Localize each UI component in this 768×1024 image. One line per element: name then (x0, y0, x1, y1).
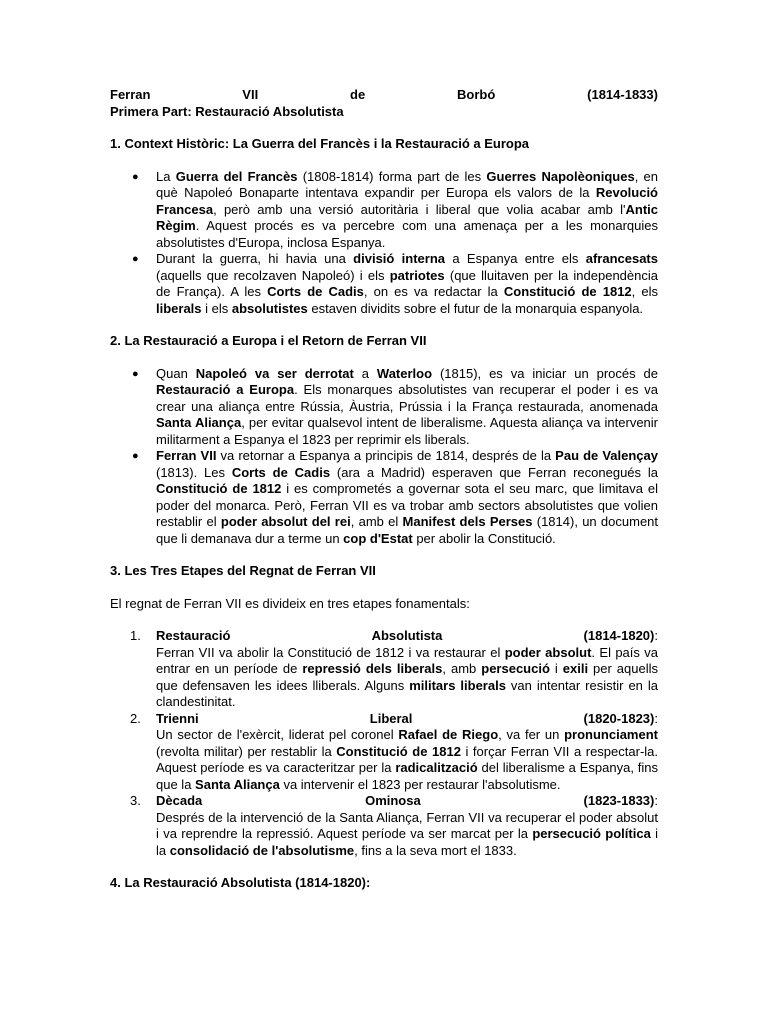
list-number: 3. (130, 793, 141, 808)
section-3-list (110, 628, 658, 859)
list-item: 3. Dècada Ominosa (1823-1833): Després de la intervenció de la Santa Aliança, Ferran VII va recuperar el poder absolut i va reprendre la repressió. Aquest període va ser marcat per la persecució política i la consolidació de l'absolutisme, fins a la seva mort el 1833. (130, 793, 659, 858)
section-heading-4: 4. La Restauració Absolutista (1814-1820): (110, 875, 371, 890)
document-subtitle: Primera Part: Restauració Absolutista (110, 103, 344, 119)
section-heading-1: 1. Context Històric: La Guerra del Francès i la Restauració a Europa (110, 136, 530, 151)
list-item: ● Quan Napoleó va ser derrotat a Waterloo (1815), es va iniciar un procés de Restauració a Europa. Els monarques absolutistes van recuperar el poder i es va crear una aliança entre Rússia, Àustria, Prússia i la França restaurada, anomenada Santa Aliança, per evitar qualsevol intent de liberalisme. Aquesta aliança va intervenir militarment a Espanya el 1823 per reprimir els liberals. (132, 365, 659, 447)
bullet-icon: ● (132, 450, 139, 462)
list-item: 1. Restauració Absolutista (1814-1820): Ferran VII va abolir la Constitució de 1812 i va restaurar el poder absolut. El país va entrar en un període de repressió dels liberals, amb persecució i exili per aquells que defensaven les idees lliberals. Alguns militars liberals van intentar resistir en la clandestinitat. (130, 628, 659, 709)
list-item: ● La Guerra del Francès (1808-1814) forma part de les Guerres Napolèoniques, en què Napoleó Bonaparte intentava expandir per Europa els valors de la Revolució Francesa, però amb una versió autoritària i liberal que volia acabar amb l'Antic Règim. Aquest procés es va percebre com una amenaça per a les monarquies absolutistes d'Europa, inclosa Espanya. (132, 168, 658, 250)
section-3-intro: El regnat de Ferran VII es divideix en tres etapes fonamentals: (110, 595, 470, 611)
title-word: VII (242, 87, 259, 102)
list-number: 2. (130, 710, 141, 726)
stage-heading: Dècada Ominosa (1823-1833): (156, 793, 658, 808)
title-dates: (1814-1833) (587, 87, 658, 102)
list-item: 2. Trienni Liberal (1820-1823): Un sector de l'exèrcit, liderat pel coronel Rafael de Riego, va fer un pronunciament (revolta militar) per restablir la Constitució de 1812 i forçar Ferran VII a respectar-la. Aquest període es va caracteritzar per la radicalització del liberalisme a Espanya, fins que la Santa Aliança va intervenir el 1823 per restaurar l'absolutisme. (130, 710, 659, 792)
section-heading-2: 2. La Restauració a Europa i el Retorn de Ferran VII (110, 333, 427, 348)
bullet-icon: ● (132, 367, 139, 380)
document-title (110, 87, 658, 104)
list-item: ● Durant la guerra, hi havia una divisió interna a Espanya entre els afrancesats (aquells que recolzaven Napoleó) i els patriotes (que lluitaven per la independència de França). A les Corts de Cadis, on es va redactar la Constitució de 1812, els liberals i els absolutistes estaven dividits sobre el futur de la monarquia espanyola. (132, 251, 658, 316)
stage-heading: Trienni Liberal (1820-1823): (156, 710, 658, 726)
title-word: de (350, 87, 366, 102)
bullet-icon: ● (132, 253, 139, 265)
bullet-icon: ● (132, 170, 139, 183)
section-heading-3: 3. Les Tres Etapes del Regnat de Ferran VII (110, 563, 376, 578)
title-word: Ferran (110, 87, 151, 102)
list-number: 1. (130, 628, 141, 643)
list-item: ● Ferran VII va retornar a Espanya a principis de 1814, després de la Pau de Valençay (1813). Les Corts de Cadis (ara a Madrid) esperaven que Ferran reconegués la Constitució de 1812 i es comprometés a governar sota el seu marc, que limitava el poder del monarca. Però, Ferran VII es va trobar amb sectors absolutistes que volien restablir el poder absolut del rei, amb el Manifest dels Perses (1814), un document que li demanava dur a terme un cop d'Estat per abolir la Constitució. (132, 448, 659, 546)
section-2-list (110, 366, 658, 548)
stage-heading: Restauració Absolutista (1814-1820): (156, 628, 658, 643)
title-word: Borbó (457, 87, 496, 102)
section-1-list (110, 169, 658, 318)
